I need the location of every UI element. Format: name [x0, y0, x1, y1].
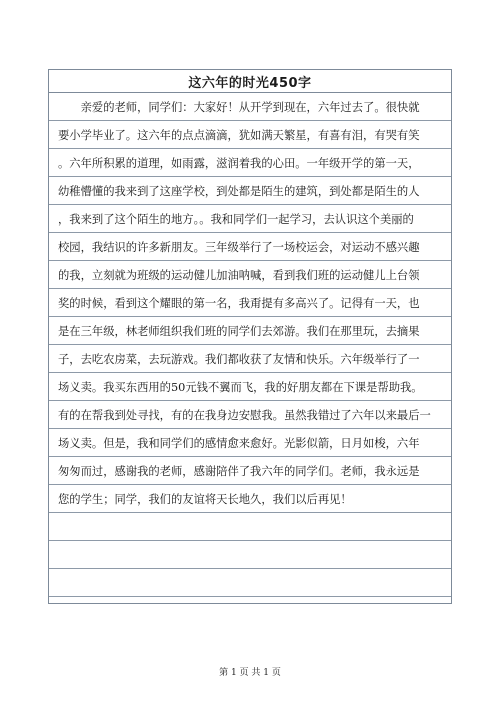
essay-line: 校园，我结识的许多新朋友。三年级举行了一场校运会，对运动不感兴趣	[49, 233, 451, 261]
blank-ruled-line	[49, 597, 451, 625]
essay-line: 的我，立刻就为班级的运动健儿加油呐喊，看到我们班的运动健儿上台领	[49, 261, 451, 289]
essay-line: 亲爱的老师，同学们：大家好！从开学到现在，六年过去了。很快就	[49, 93, 451, 121]
essay-title: 这六年的时光450字	[49, 70, 451, 93]
essay-line: 有的在帮我到处寻找，有的在我身边安慰我。虽然我错过了六年以来最后一	[49, 401, 451, 429]
essay-line: 是在三年级，林老师组织我们班的同学们去郊游。我们在那里玩，去摘果	[49, 317, 451, 345]
essay-line: 您的学生；同学，我们的友谊将天长地久，我们以后再见！	[49, 485, 451, 513]
essay-sheet	[48, 69, 452, 604]
essay-lines	[49, 93, 451, 625]
page-footer: 第 1 页 共 1 页	[219, 668, 281, 678]
essay-line: 场义卖。我买东西用的50元钱不翼而飞，我的好朋友都在下课是帮助我。	[49, 373, 451, 401]
blank-ruled-line	[49, 513, 451, 541]
essay-line: 子，去吃农房菜，去玩游戏。我们都收获了友情和快乐。六年级举行了一	[49, 345, 451, 373]
essay-line: 。六年所积累的道理，如雨露，滋润着我的心田。一年级开学的第一天，	[49, 149, 451, 177]
blank-ruled-line	[49, 569, 451, 597]
essay-line: 场义卖。但是，我和同学们的感情愈来愈好。光影似箭，日月如梭，六年	[49, 429, 451, 457]
essay-line: 匆匆而过，感谢我的老师，感谢陪伴了我六年的同学们。老师，我永远是	[49, 457, 451, 485]
blank-ruled-line	[49, 541, 451, 569]
essay-line: ，我来到了这个陌生的地方。。我和同学们一起学习，去认识这个美丽的	[49, 205, 451, 233]
essay-line: 要小学毕业了。这六年的点点滴滴，犹如满天繁星，有喜有泪，有哭有笑	[49, 121, 451, 149]
essay-line: 幼稚懵懂的我来到了这座学校，到处都是陌生的建筑，到处都是陌生的人	[49, 177, 451, 205]
essay-line: 奖的时候，看到这个耀眼的第一名，我甭提有多高兴了。记得有一天，也	[49, 289, 451, 317]
